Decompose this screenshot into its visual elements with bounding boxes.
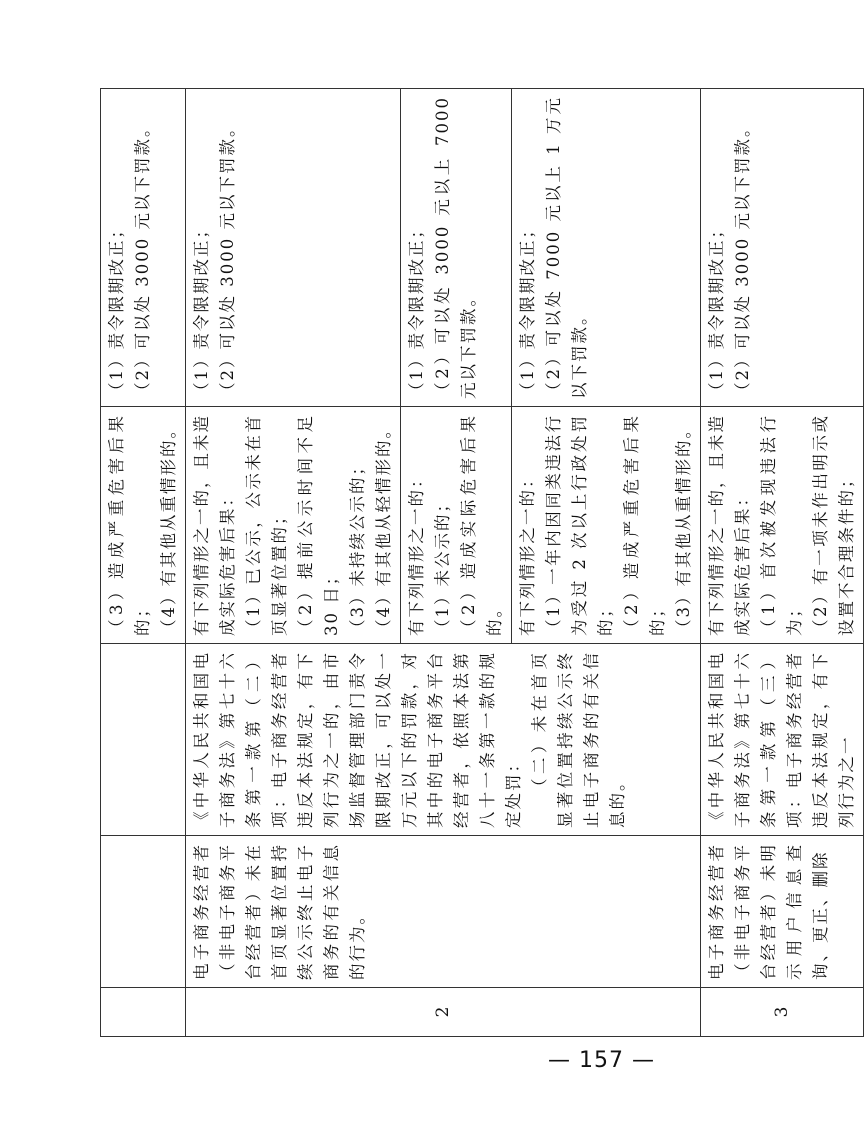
page-number: — 157 — xyxy=(548,1048,655,1073)
table-row xyxy=(101,89,186,1037)
penalty-cell xyxy=(701,89,864,407)
legal-basis-text: （二）未在首页显著位置持续公示终止电子商务的有关信息的。 xyxy=(530,651,627,828)
circumstance-line: （3）未持续公示的； xyxy=(348,457,367,636)
circumstance-cell xyxy=(186,407,401,644)
circumstance-cell xyxy=(101,407,186,644)
circumstance-cell xyxy=(512,407,701,644)
row-number-cell xyxy=(101,988,186,1037)
behavior-text: 电子商务经营者（非电子商务平台经营者）未在首页显著位置持续公示终止电子商务的有关信息的行为。 xyxy=(192,843,367,980)
circumstance-line: （2）提前公示时间不足 30 日； xyxy=(296,414,341,636)
legal-basis-cell xyxy=(701,644,864,836)
table-row xyxy=(701,89,864,1037)
penalty-line: （2）可以处 3000 元以下罚款。 xyxy=(733,118,752,399)
behavior-cell xyxy=(701,836,864,988)
circumstance-cell xyxy=(401,407,512,644)
penalty-line: （1）责令限期改正； xyxy=(518,220,537,399)
circumstance-line: （1）首次被发现违法行为； xyxy=(759,414,804,636)
penalty-cell xyxy=(101,89,186,407)
circumstance-line: 有下列情形之一的： xyxy=(518,469,537,636)
penalty-cell xyxy=(186,89,401,407)
penalty-line: （2）可以处 3000 元以下罚款。 xyxy=(218,118,237,399)
penalty-line: （1）责令限期改正； xyxy=(407,220,426,399)
penalty-line: （2）可以处 3000 元以下罚款。 xyxy=(133,118,152,399)
circumstance-line: 有下列情形之一的： xyxy=(407,469,426,636)
legal-basis-text: 《中华人民共和国电子商务法》第七十六条第一款第（三）项：电子商务经营者违反本法规定，有下列行为之一 xyxy=(707,651,856,828)
behavior-cell xyxy=(186,836,701,988)
legal-basis-cell xyxy=(186,644,701,836)
penalty-cell xyxy=(401,89,512,407)
circumstance-line: 有下列情形之一的，且未造成实际危害后果： xyxy=(192,414,237,636)
circumstance-line: （1）已公示，公示未在首页显著位置的； xyxy=(244,414,289,636)
penalty-line: （2）可以处 7000 元以上 1 万元以下罚款。 xyxy=(544,96,589,399)
circumstance-line: 有下列情形之一的，且未造成实际危害后果： xyxy=(707,414,752,636)
legal-basis-text: 《中华人民共和国电子商务法》第七十六条第一款第（二）项：电子商务经营者违反本法规定，有下列行为之一的，由市场监督管理部门责令限期改正，可以处一万元以下的罚款，对其中的电子商务平台经营者，依照本法第八十一条第一款的规定处罚： xyxy=(192,651,523,828)
circumstance-line: （1）未公示的； xyxy=(433,494,452,636)
rotated-table-sheet xyxy=(100,89,856,1037)
circumstance-line: （1）一年内因同类违法行为受过 2 次以上行政处罚的； xyxy=(544,414,615,636)
behavior-text: 电子商务经营者（非电子商务平台经营者）未明示用户信息查询、更正、删除 xyxy=(707,843,830,980)
penalty-line: （1）责令限期改正； xyxy=(707,220,726,399)
circumstance-line: （3）造成严重危害后果的； xyxy=(107,414,152,636)
circumstance-line: （3）有其他从重情形的。 xyxy=(674,420,693,636)
table-row xyxy=(186,89,401,1037)
circumstance-cell xyxy=(701,407,864,644)
penalty-standard-table xyxy=(100,88,864,1037)
legal-basis-cell xyxy=(101,644,186,836)
penalty-cell xyxy=(512,89,701,407)
row-number-cell: 3 xyxy=(701,988,864,1037)
circumstance-line: （4）有其他从轻情形的。 xyxy=(374,420,393,636)
circumstance-line: （2）造成实际危害后果的。 xyxy=(459,414,504,636)
penalty-line: （1）责令限期改正； xyxy=(107,220,126,399)
circumstance-line: （2）有一项未作出明示或设置不合理条件的； xyxy=(811,414,856,636)
row-number-cell: 2 xyxy=(186,988,701,1037)
penalty-line: （1）责令限期改正； xyxy=(192,220,211,399)
penalty-line: （2）可以处 3000 元以上 7000 元以下罚款。 xyxy=(433,96,478,399)
circumstance-line: （4）有其他从重情形的。 xyxy=(159,420,178,636)
circumstance-line: （2）造成严重危害后果的； xyxy=(622,414,667,636)
behavior-cell xyxy=(101,836,186,988)
